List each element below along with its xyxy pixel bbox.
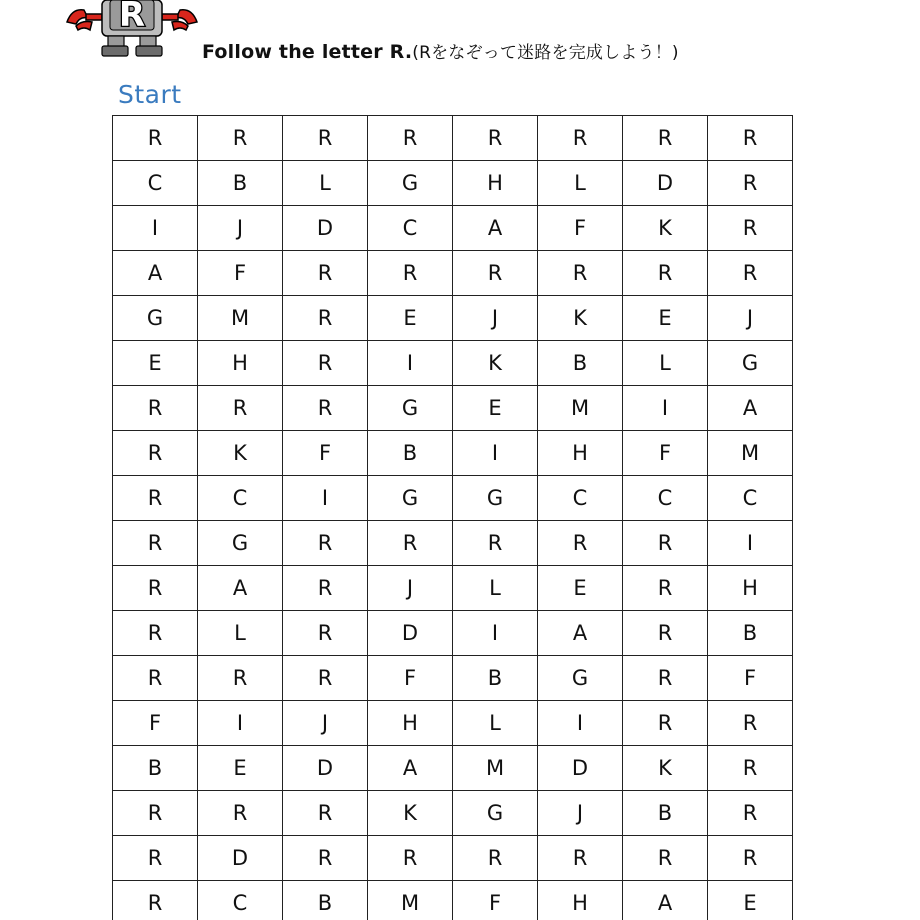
maze-cell[interactable]: R <box>708 116 793 161</box>
maze-cell[interactable]: R <box>198 791 283 836</box>
mascot-letter: R <box>118 0 146 35</box>
maze-cell[interactable]: B <box>538 341 623 386</box>
maze-cell[interactable]: A <box>708 386 793 431</box>
maze-row <box>113 521 793 566</box>
maze-cell[interactable]: R <box>113 836 198 881</box>
maze-cell[interactable]: R <box>708 206 793 251</box>
letter-maze-grid <box>112 115 793 920</box>
maze-cell[interactable]: R <box>113 656 198 701</box>
maze-cell[interactable]: R <box>113 881 198 920</box>
maze-cell[interactable]: A <box>198 566 283 611</box>
maze-cell[interactable]: F <box>538 206 623 251</box>
maze-cell[interactable]: R <box>283 611 368 656</box>
maze-cell[interactable]: R <box>708 701 793 746</box>
robot-mascot-icon <box>62 0 202 60</box>
maze-cell[interactable]: R <box>708 746 793 791</box>
maze-cell[interactable]: R <box>368 521 453 566</box>
instruction-japanese: (Rをなぞって迷路を完成しよう！) <box>412 43 679 63</box>
maze-cell[interactable]: I <box>113 206 198 251</box>
maze-cell[interactable]: B <box>708 611 793 656</box>
maze-cell[interactable]: J <box>283 701 368 746</box>
maze-cell[interactable]: G <box>453 791 538 836</box>
maze-cell[interactable]: C <box>623 476 708 521</box>
maze-row <box>113 476 793 521</box>
maze-row <box>113 881 793 920</box>
maze-cell[interactable]: R <box>453 836 538 881</box>
maze-cell[interactable]: R <box>453 251 538 296</box>
maze-cell[interactable]: H <box>368 701 453 746</box>
maze-cell[interactable]: J <box>368 566 453 611</box>
maze-cell[interactable]: F <box>708 656 793 701</box>
maze-cell[interactable]: L <box>538 161 623 206</box>
maze-cell[interactable]: M <box>708 431 793 476</box>
maze-cell[interactable]: R <box>623 656 708 701</box>
maze-cell[interactable]: B <box>198 161 283 206</box>
maze-cell[interactable]: M <box>368 881 453 920</box>
maze-cell[interactable]: C <box>538 476 623 521</box>
maze-cell[interactable]: A <box>623 881 708 920</box>
maze-cell[interactable]: K <box>368 791 453 836</box>
maze-cell[interactable]: I <box>198 701 283 746</box>
maze-row <box>113 296 793 341</box>
maze-cell[interactable]: J <box>198 206 283 251</box>
maze-cell[interactable]: R <box>453 116 538 161</box>
maze-cell[interactable]: J <box>538 791 623 836</box>
maze-cell[interactable]: K <box>538 296 623 341</box>
maze-row <box>113 116 793 161</box>
maze-cell[interactable]: R <box>283 521 368 566</box>
maze-cell[interactable]: F <box>198 251 283 296</box>
instruction-text <box>202 38 679 63</box>
maze-cell[interactable]: I <box>453 431 538 476</box>
instruction-english: Follow the letter R. <box>202 41 413 63</box>
maze-cell[interactable]: H <box>198 341 283 386</box>
maze-cell[interactable]: B <box>368 431 453 476</box>
maze-cell[interactable]: R <box>283 791 368 836</box>
maze-row <box>113 206 793 251</box>
maze-cell[interactable]: E <box>368 296 453 341</box>
maze-cell[interactable]: M <box>538 386 623 431</box>
maze-cell[interactable]: C <box>198 476 283 521</box>
maze-cell[interactable]: F <box>283 431 368 476</box>
maze-cell[interactable]: R <box>113 116 198 161</box>
maze-cell[interactable]: B <box>113 746 198 791</box>
maze-cell[interactable]: F <box>453 881 538 920</box>
maze-cell[interactable]: F <box>368 656 453 701</box>
maze-cell[interactable]: B <box>283 881 368 920</box>
maze-cell[interactable]: K <box>198 431 283 476</box>
maze-cell[interactable]: R <box>538 116 623 161</box>
maze-row <box>113 701 793 746</box>
maze-cell[interactable]: G <box>113 296 198 341</box>
maze-cell[interactable]: R <box>113 431 198 476</box>
maze-cell[interactable]: D <box>368 611 453 656</box>
maze-cell[interactable]: G <box>368 161 453 206</box>
start-label: Start <box>118 80 182 109</box>
maze-cell[interactable]: K <box>623 206 708 251</box>
maze-cell[interactable]: D <box>283 746 368 791</box>
maze-cell[interactable]: C <box>113 161 198 206</box>
maze-cell[interactable]: A <box>368 746 453 791</box>
maze-cell[interactable]: D <box>623 161 708 206</box>
maze-cell[interactable]: R <box>623 836 708 881</box>
maze-cell[interactable]: R <box>198 656 283 701</box>
maze-cell[interactable]: R <box>538 836 623 881</box>
maze-cell[interactable]: E <box>708 881 793 920</box>
maze-cell[interactable]: E <box>453 386 538 431</box>
maze-row <box>113 611 793 656</box>
maze-cell[interactable]: I <box>283 476 368 521</box>
maze-cell[interactable]: G <box>708 341 793 386</box>
maze-cell[interactable]: E <box>113 341 198 386</box>
maze-cell[interactable]: R <box>623 251 708 296</box>
maze-cell[interactable]: R <box>708 161 793 206</box>
maze-cell[interactable]: R <box>113 791 198 836</box>
maze-row <box>113 386 793 431</box>
maze-cell[interactable]: G <box>538 656 623 701</box>
maze-cell[interactable]: D <box>198 836 283 881</box>
maze-cell[interactable]: R <box>453 521 538 566</box>
maze-cell[interactable]: R <box>283 566 368 611</box>
maze-cell[interactable]: B <box>453 656 538 701</box>
maze-cell[interactable]: L <box>453 566 538 611</box>
maze-cell[interactable]: L <box>623 341 708 386</box>
maze-cell[interactable]: K <box>623 746 708 791</box>
maze-cell[interactable]: R <box>283 251 368 296</box>
maze-row <box>113 656 793 701</box>
maze-cell[interactable]: R <box>538 521 623 566</box>
maze-cell[interactable]: I <box>538 701 623 746</box>
maze-cell[interactable]: L <box>198 611 283 656</box>
maze-row <box>113 341 793 386</box>
maze-cell[interactable]: B <box>623 791 708 836</box>
maze-cell[interactable]: I <box>708 521 793 566</box>
maze-cell[interactable]: R <box>283 341 368 386</box>
maze-cell[interactable]: R <box>368 251 453 296</box>
maze-cell[interactable]: R <box>198 116 283 161</box>
maze-cell[interactable]: I <box>623 386 708 431</box>
maze-cell[interactable]: D <box>283 206 368 251</box>
left-claw-icon <box>67 10 102 30</box>
maze-row <box>113 251 793 296</box>
maze-cell[interactable]: F <box>623 431 708 476</box>
maze-cell[interactable]: K <box>453 341 538 386</box>
maze-cell[interactable]: E <box>538 566 623 611</box>
maze-cell[interactable]: H <box>453 161 538 206</box>
maze-cell[interactable]: H <box>538 881 623 920</box>
maze-cell[interactable]: H <box>538 431 623 476</box>
maze-cell[interactable]: G <box>368 476 453 521</box>
maze-cell[interactable]: R <box>283 836 368 881</box>
maze-cell[interactable]: R <box>113 476 198 521</box>
maze-cell[interactable]: R <box>113 611 198 656</box>
maze-cell[interactable]: G <box>453 476 538 521</box>
maze-cell[interactable]: G <box>368 386 453 431</box>
maze-cell[interactable]: R <box>623 521 708 566</box>
maze-row <box>113 836 793 881</box>
maze-cell[interactable]: R <box>708 836 793 881</box>
maze-cell[interactable]: I <box>453 611 538 656</box>
maze-cell[interactable]: L <box>453 701 538 746</box>
maze-cell[interactable]: R <box>623 701 708 746</box>
maze-cell[interactable]: C <box>368 206 453 251</box>
maze-cell[interactable]: R <box>623 566 708 611</box>
maze-row <box>113 791 793 836</box>
maze-cell[interactable]: C <box>708 476 793 521</box>
maze-cell[interactable]: M <box>453 746 538 791</box>
maze-cell[interactable]: D <box>538 746 623 791</box>
maze-cell[interactable]: R <box>198 386 283 431</box>
maze-row <box>113 566 793 611</box>
maze-cell[interactable]: R <box>623 611 708 656</box>
maze-cell[interactable]: A <box>453 206 538 251</box>
maze-cell[interactable]: F <box>113 701 198 746</box>
maze-cell[interactable]: R <box>113 386 198 431</box>
maze-cell[interactable]: R <box>283 296 368 341</box>
maze-cell[interactable]: I <box>368 341 453 386</box>
maze-cell[interactable]: R <box>368 836 453 881</box>
maze-cell[interactable]: A <box>113 251 198 296</box>
maze-cell[interactable]: E <box>623 296 708 341</box>
maze-cell[interactable]: E <box>198 746 283 791</box>
maze-cell[interactable]: R <box>283 116 368 161</box>
maze-cell[interactable]: G <box>198 521 283 566</box>
maze-cell[interactable]: R <box>113 566 198 611</box>
maze-cell[interactable]: R <box>708 791 793 836</box>
maze-cell[interactable]: R <box>538 251 623 296</box>
maze-cell[interactable]: R <box>623 116 708 161</box>
maze-row <box>113 161 793 206</box>
maze-cell[interactable]: R <box>368 116 453 161</box>
maze-cell[interactable]: M <box>198 296 283 341</box>
maze-row <box>113 746 793 791</box>
maze-row <box>113 431 793 476</box>
maze-cell[interactable]: J <box>708 296 793 341</box>
maze-cell[interactable]: R <box>113 521 198 566</box>
maze-cell[interactable]: R <box>708 251 793 296</box>
maze-cell[interactable]: H <box>708 566 793 611</box>
maze-cell[interactable]: J <box>453 296 538 341</box>
right-claw-icon <box>162 10 197 30</box>
maze-cell[interactable]: C <box>198 881 283 920</box>
maze-cell[interactable]: R <box>283 656 368 701</box>
maze-cell[interactable]: R <box>283 386 368 431</box>
maze-cell[interactable]: L <box>283 161 368 206</box>
maze-cell[interactable]: A <box>538 611 623 656</box>
